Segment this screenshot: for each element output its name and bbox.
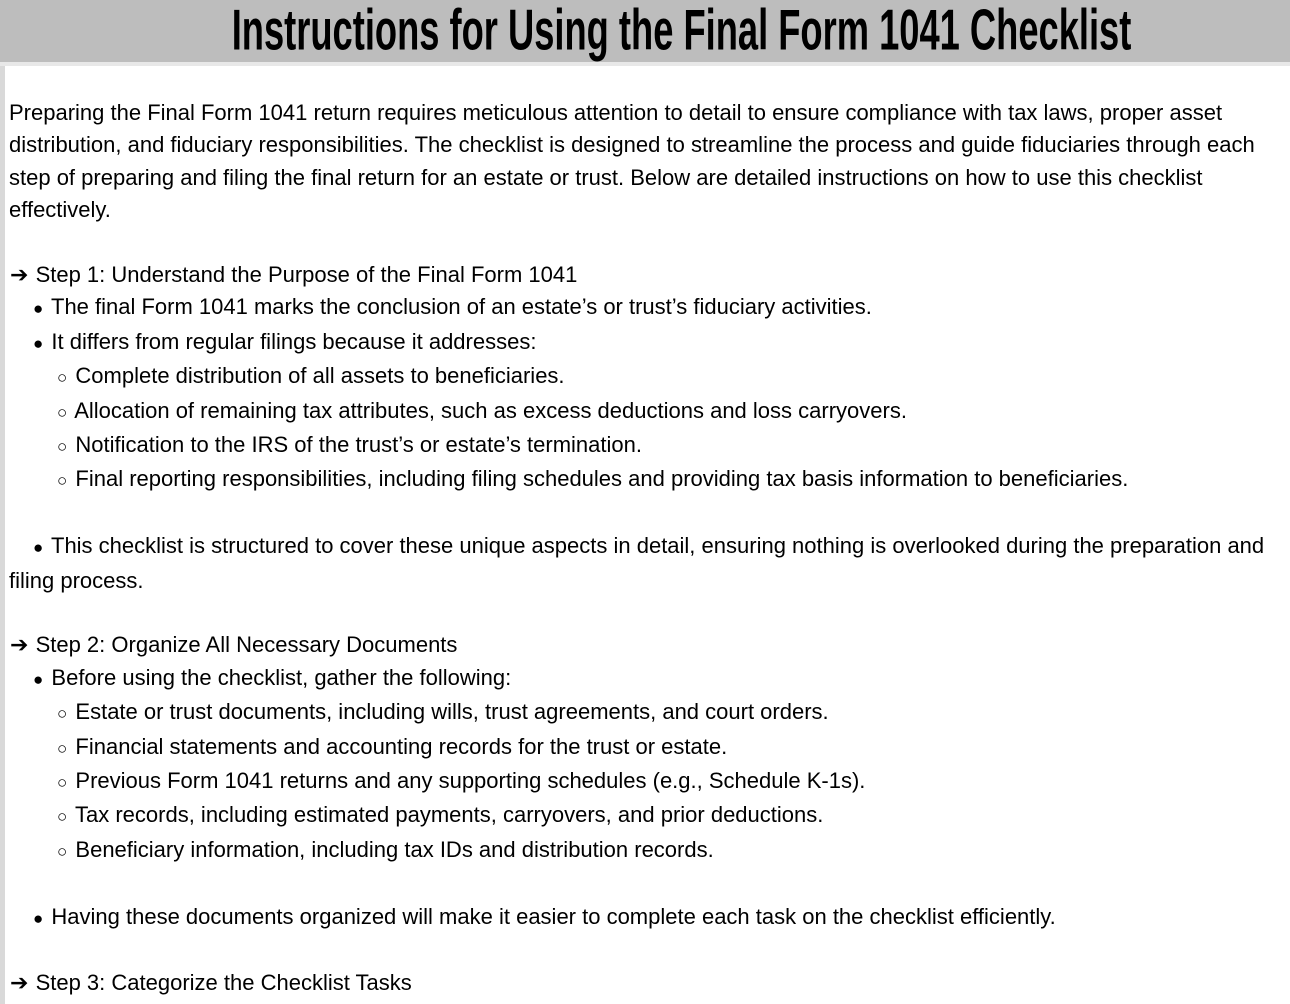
sub-bullet-item-text: Final reporting responsibilities, including filing schedules and providing tax basis information to beneficiaries. (75, 466, 1129, 492)
page-left-edge (0, 66, 5, 1004)
step-heading-text: Step 2: Organize All Necessary Documents (35, 632, 458, 658)
sub-bullet-item-text: Tax records, including estimated payments, carryovers, and prior deductions. (75, 802, 824, 828)
circle-bullet-icon: ○ (57, 841, 68, 861)
bullet-item (9, 901, 1266, 935)
circle-bullet-icon: ○ (57, 738, 68, 758)
arrow-bullet-icon: ➔ (10, 632, 29, 658)
circle-bullet-icon: ○ (57, 402, 68, 422)
sub-bullet-item (9, 360, 1266, 394)
sub-bullet-item-text: Allocation of remaining tax attributes, such as excess deductions and loss carryovers. (74, 397, 907, 423)
sub-bullet-item (9, 696, 1266, 730)
disc-bullet-icon: ● (33, 333, 44, 353)
sub-bullet-item-text: Beneficiary information, including tax IDs and distribution records. (75, 836, 714, 862)
disc-bullet-icon: ● (33, 299, 44, 319)
circle-bullet-icon: ○ (57, 471, 68, 491)
bullet-item-text: The final Form 1041 marks the conclusion of an estate’s or trust’s fiduciary activities. (51, 294, 872, 320)
bullet-item (9, 530, 1266, 597)
sub-bullet-item-text: Notification to the IRS of the trust’s or estate’s termination. (75, 432, 642, 458)
disc-bullet-icon: ● (33, 538, 44, 558)
step-heading (9, 629, 1266, 661)
sub-bullet-item (9, 799, 1266, 833)
sub-bullet-item (9, 395, 1266, 429)
bullet-item (9, 326, 1266, 360)
sub-bullet-item (9, 834, 1266, 868)
circle-bullet-icon: ○ (57, 807, 68, 827)
document-body (0, 66, 1290, 1000)
bullet-item-text: Having these documents organized will make it easier to complete each task on the checklist efficiently. (51, 903, 1056, 929)
sub-bullet-item-text: Complete distribution of all assets to beneficiaries. (75, 363, 565, 389)
step-heading-text: Step 1: Understand the Purpose of the Final Form 1041 (35, 262, 578, 288)
arrow-bullet-icon: ➔ (10, 970, 29, 996)
disc-bullet-icon: ● (33, 669, 44, 689)
arrow-bullet-icon: ➔ (10, 262, 29, 288)
step-heading-text: Step 3: Categorize the Checklist Tasks (35, 970, 412, 996)
sub-bullet-item-text: Previous Form 1041 returns and any supporting schedules (e.g., Schedule K-1s). (75, 768, 866, 794)
bullet-item-text: Before using the checklist, gather the following: (51, 664, 512, 690)
bullet-item-text: It differs from regular filings because it addresses: (51, 328, 537, 354)
intro-paragraph: Preparing the Final Form 1041 return requires meticulous attention to detail to ensure compliance with tax laws, proper asset distribution, and fiduciary responsibilities. The checklist is designed to streamline the process and guide fiduciaries through each step of preparing and filing the final return for an estate or trust. Below are detailed instructions on how to use this checklist effectively. (9, 100, 1255, 223)
step-heading (9, 967, 1266, 999)
sub-bullet-item (9, 765, 1266, 799)
step-heading (9, 259, 1266, 291)
sub-bullet-item (9, 731, 1266, 765)
sub-bullet-item (9, 463, 1266, 497)
sub-bullet-item-text: Financial statements and accounting records for the trust or estate. (75, 733, 728, 759)
page-title: Instructions for Using the Final Form 1041 Checklist (231, 0, 1132, 63)
sub-bullet-item-text: Estate or trust documents, including wills, trust agreements, and court orders. (75, 699, 829, 725)
circle-bullet-icon: ○ (57, 773, 68, 793)
bullet-item-text: This checklist is structured to cover these unique aspects in detail, ensuring nothing is overlooked during the preparation and filing process. (9, 533, 1265, 593)
circle-bullet-icon: ○ (57, 437, 68, 457)
sub-bullet-item (9, 429, 1266, 463)
circle-bullet-icon: ○ (57, 368, 68, 388)
circle-bullet-icon: ○ (57, 704, 68, 724)
disc-bullet-icon: ● (33, 908, 44, 928)
title-bar (0, 0, 1290, 62)
bullet-item (9, 291, 1266, 325)
bullet-item (9, 662, 1266, 696)
